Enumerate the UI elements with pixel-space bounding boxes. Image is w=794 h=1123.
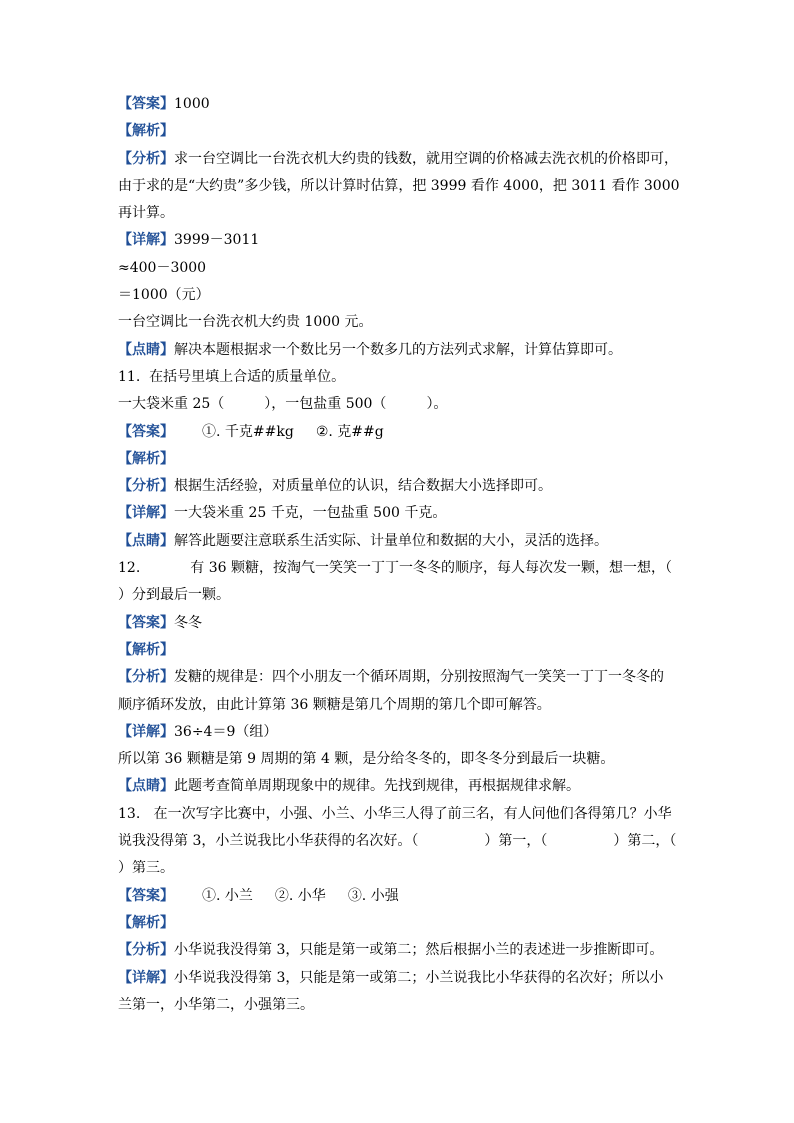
analysis-tag: 【解析】 xyxy=(118,450,174,467)
q13-analysis-heading xyxy=(118,910,678,937)
q13-detail-line-2: 兰第一，小华第二，小强第三。 xyxy=(118,996,314,1013)
document-content xyxy=(118,91,678,1019)
q12-fenxi-line-2: 顺序循环发放，由此计算第 36 颗糖是第几个周期的第几个即可解答。 xyxy=(118,696,551,713)
q12-dianjing-line xyxy=(118,773,678,800)
q10-fenxi-line-3: 再计算。 xyxy=(118,205,174,222)
fenxi-tag: 【分析】 xyxy=(118,669,174,686)
q12-question-line-2: ）分到最后一颗。 xyxy=(118,587,230,604)
q11-blank-b: ），一包盐重 500（ xyxy=(264,396,387,413)
q11-dianjing-line xyxy=(118,528,678,555)
q12-question-a: 有 36 颗糖，按淘气一笑笑一丁丁一冬冬的顺序，每人每次发一颗，想一想，（ xyxy=(190,560,672,577)
q10-detail-line-3: ＝1000（元） xyxy=(118,287,210,304)
q10-answer: 1000 xyxy=(174,96,210,112)
q12-detail-line-1 xyxy=(118,719,678,746)
q11-dianjing-text: 解答此题要注意联系生活实际、计量单位和数据的大小，灵活的选择。 xyxy=(174,532,608,549)
q10-dianjing-text: 解决本题根据求一个数比另一个数多几的方法列式求解，计算估算即可。 xyxy=(174,341,622,358)
analysis-tag: 【解析】 xyxy=(118,914,174,931)
q12-answer-line xyxy=(118,610,678,637)
q11-analysis-heading xyxy=(118,446,678,473)
q11-detail-line xyxy=(118,500,678,527)
q13-detail-text-1: 小华说我没得第 3，只能是第一或第二；小兰说我比小华获得的名次好；所以小 xyxy=(174,969,664,986)
q12-dianjing-text: 此题考查简单周期现象中的规律。先找到规律，再根据规律求解。 xyxy=(174,778,580,795)
q10-analysis-heading xyxy=(118,118,678,145)
answer-tag: 【答案】 xyxy=(118,614,174,631)
q12-answer: 冬冬 xyxy=(174,614,202,631)
q13-question-2a: 说我没得第 3，小兰说我比小华获得的名次好。（ xyxy=(118,833,419,850)
q11-fenxi-text: 根据生活经验，对质量单位的认识，结合数据大小选择即可。 xyxy=(174,478,552,495)
xiangjie-tag: 【详解】 xyxy=(118,969,174,986)
dianjing-tag: 【点睛】 xyxy=(118,532,174,549)
analysis-tag: 【解析】 xyxy=(118,641,174,658)
q10-detail-line-2: ≈400－3000 xyxy=(118,259,207,276)
q13-question-line-3: ）第三。 xyxy=(118,860,174,877)
q11-question: 11. 在括号里填上合适的质量单位。 xyxy=(118,368,346,385)
q10-dianjing-line xyxy=(118,337,678,364)
q13-question-2c: ）第二，（ xyxy=(613,833,677,850)
fenxi-tag: 【分析】 xyxy=(118,942,174,959)
q13-detail-line-1 xyxy=(118,965,678,992)
q10-fenxi-text-1: 求一台空调比一台洗衣机大约贵的钱数，就用空调的价格减去洗衣机的价格即可， xyxy=(174,150,678,167)
answer-tag: 【答案】 xyxy=(118,423,174,440)
xiangjie-tag: 【详解】 xyxy=(118,723,174,740)
q10-fenxi-line-1 xyxy=(118,146,678,173)
q12-fenxi-line-1 xyxy=(118,664,678,691)
fenxi-tag: 【分析】 xyxy=(118,478,174,495)
q11-answer-1: ①. 千克##kg xyxy=(202,423,294,440)
q13-question-line-1: 13. 在一次写字比赛中，小强、小兰、小华三人得了前三名，有人问他们各得第几？小华 xyxy=(118,805,672,822)
q10-detail-text-1: 3999－3011 xyxy=(174,232,260,249)
q13-answer-1: ①. 小兰 xyxy=(202,887,253,904)
q13-answer-2: ②. 小华 xyxy=(274,887,326,904)
dianjing-tag: 【点睛】 xyxy=(118,778,174,795)
q13-answer-line xyxy=(118,883,678,910)
xiangjie-tag: 【详解】 xyxy=(118,232,174,249)
q11-blank-a: 一大袋米重 25（ xyxy=(118,396,225,413)
q11-fenxi-line xyxy=(118,473,678,500)
q11-detail-text: 一大袋米重 25 千克，一包盐重 500 千克。 xyxy=(174,505,447,522)
fenxi-tag: 【分析】 xyxy=(118,150,174,167)
q13-fenxi-text: 小华说我没得第 3，只能是第一或第二；然后根据小兰的表述进一步推断即可。 xyxy=(174,942,664,959)
q12-number: 12. xyxy=(118,560,141,577)
q11-answer-2: ②. 克##g xyxy=(315,423,384,440)
q12-analysis-heading xyxy=(118,637,678,664)
q13-question-2b: ）第一，（ xyxy=(484,833,548,850)
dianjing-tag: 【点睛】 xyxy=(118,341,174,358)
q10-fenxi-line-2: 由于求的是“大约贵”多少钱，所以计算时估算，把 3999 看作 4000，把 3011 看作 3000 xyxy=(118,177,680,194)
q13-answer-3: ③. 小强 xyxy=(347,887,399,904)
q11-answer-line xyxy=(118,419,678,446)
q12-detail-line-2: 所以第 36 颗糖是第 9 周期的第 4 颗，是分给冬冬的，即冬冬分到最后一块糖。 xyxy=(118,751,615,768)
answer-tag: 【答案】 xyxy=(118,887,174,904)
xiangjie-tag: 【详解】 xyxy=(118,505,174,522)
analysis-tag: 【解析】 xyxy=(118,123,174,140)
q12-detail-text-1: 36÷4＝9（组） xyxy=(174,723,278,740)
answer-tag: 【答案】 xyxy=(118,96,174,112)
q10-answer-line xyxy=(118,91,678,118)
q12-fenxi-text-1: 发糖的规律是：四个小朋友一个循环周期，分别按照淘气一笑笑一丁丁一冬冬的 xyxy=(174,669,664,686)
q10-detail-line-4: 一台空调比一台洗衣机大约贵 1000 元。 xyxy=(118,314,373,331)
q11-blank-c: ）。 xyxy=(426,396,448,413)
q11-blank-line xyxy=(118,391,678,418)
q12-question-line-1 xyxy=(118,555,678,582)
q13-fenxi-line xyxy=(118,937,678,964)
q10-detail-line-1 xyxy=(118,227,678,254)
q13-question-line-2 xyxy=(118,828,678,855)
